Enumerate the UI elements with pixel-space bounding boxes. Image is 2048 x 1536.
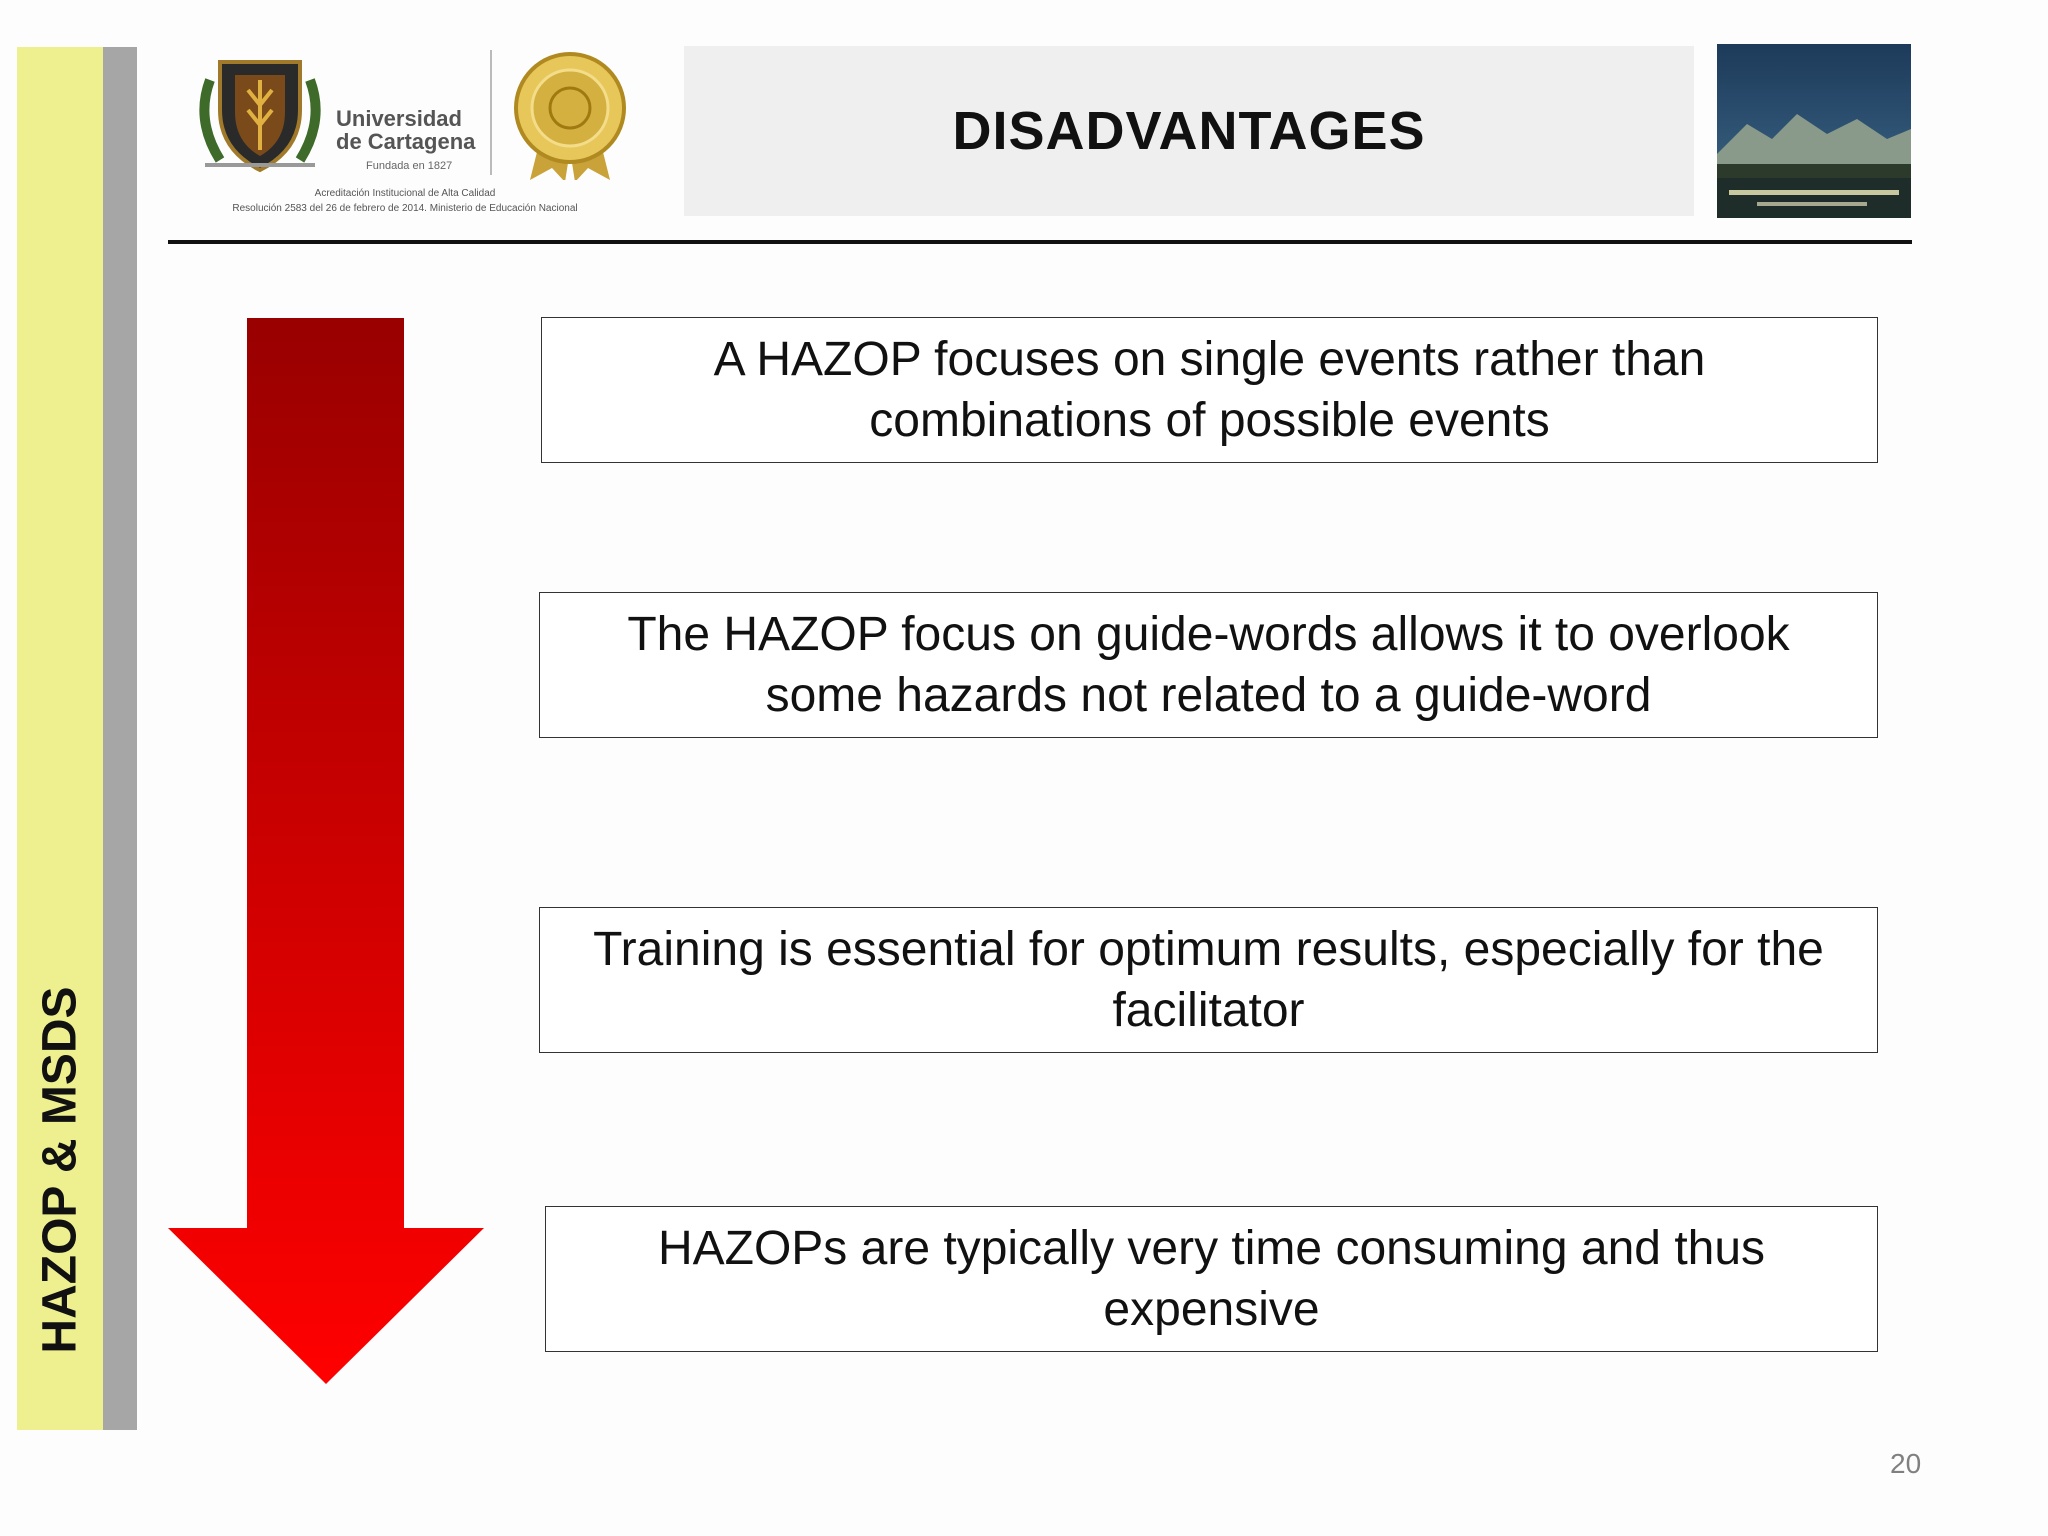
- disadvantage-item-3: Training is essential for optimum results, especially for the facilitator: [539, 907, 1878, 1053]
- quality-seal-icon: [510, 50, 630, 180]
- disadvantage-item-1: A HAZOP focuses on single events rather than combinations of possible events: [541, 317, 1878, 463]
- side-band-gray: [103, 47, 137, 1430]
- university-name: Universidad de Cartagena: [336, 106, 476, 154]
- accreditation-line-2: Resolución 2583 del 26 de febrero de 2014. Ministerio de Educación Nacional: [232, 203, 578, 214]
- title-box: [684, 46, 1694, 216]
- down-arrow-icon: [168, 318, 484, 1384]
- book-cover-image: [1717, 44, 1911, 218]
- page-number: 20: [1890, 1448, 1922, 1479]
- university-founded: Fundada en 1827: [366, 160, 453, 172]
- accreditation-line-1: Acreditación Institucional de Alta Calidad: [314, 188, 496, 199]
- slide-title: DISADVANTAGES: [952, 101, 1426, 161]
- crest-icon: [190, 50, 330, 180]
- university-logo: [190, 50, 630, 220]
- disadvantage-item-2: The HAZOP focus on guide-words allows it to overlook some hazards not related to a guide-word: [539, 592, 1878, 738]
- side-title: HAZOP & MSDS: [33, 986, 87, 1354]
- header-rule: [168, 240, 1912, 244]
- logo-divider: [490, 50, 492, 175]
- disadvantage-item-4: HAZOPs are typically very time consuming and thus expensive: [545, 1206, 1878, 1352]
